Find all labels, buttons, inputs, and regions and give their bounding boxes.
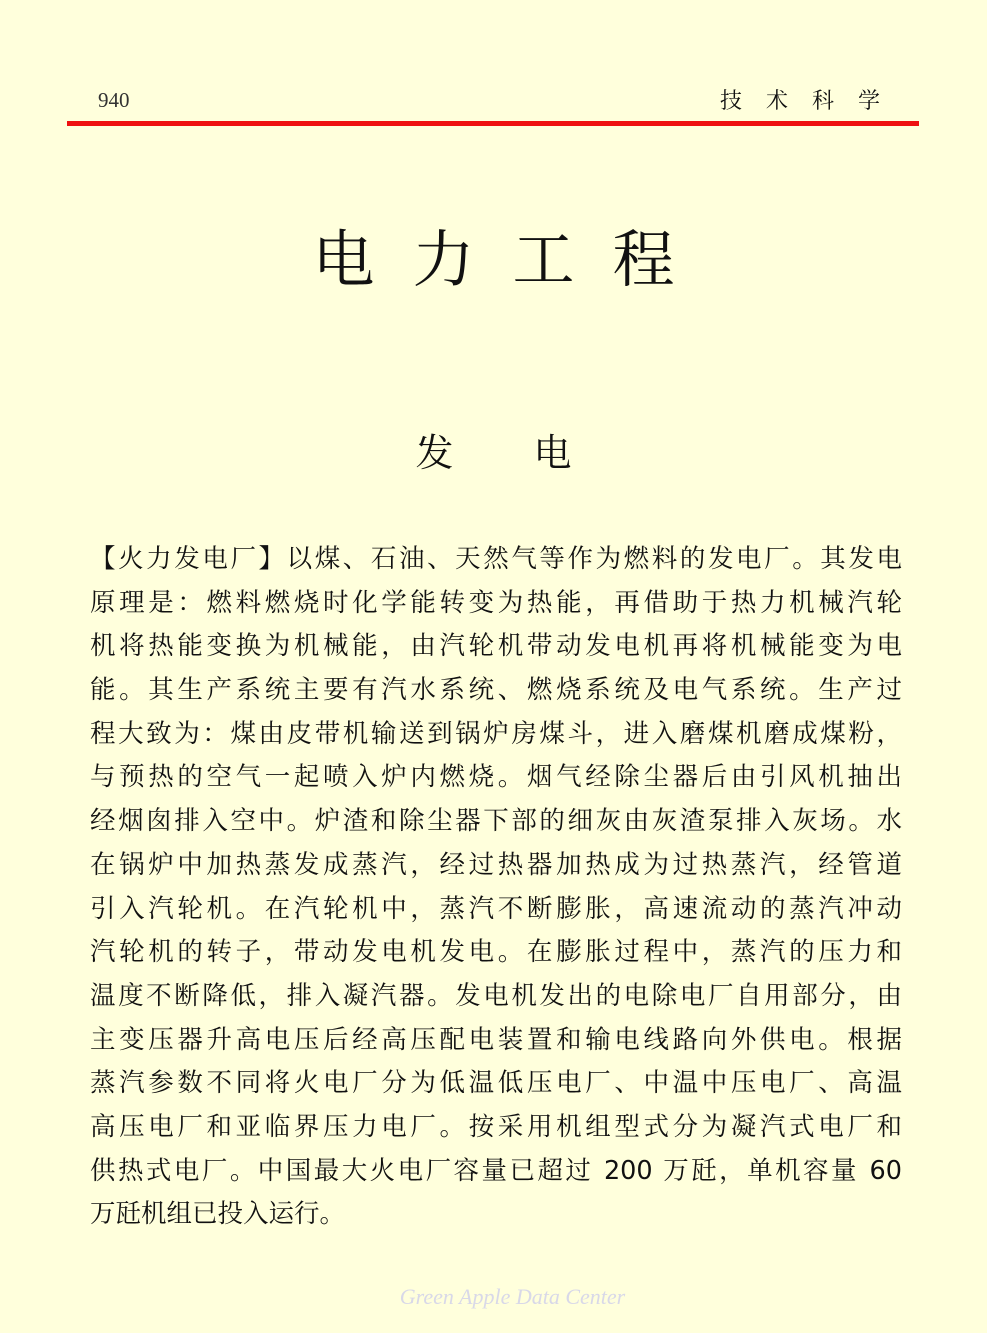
body-line: 高压电厂和亚临界压力电厂。按采用机组型式分为凝汽式电厂和 (90, 1111, 902, 1142)
section-heading: 发电 (415, 431, 652, 475)
body-line: 引入汽轮机。在汽轮机中，蒸汽不断膨胀，高速流动的蒸汽冲动 (90, 893, 902, 924)
body-text (90, 538, 902, 1237)
body-line: 程大致为：煤由皮带机输送到锅炉房煤斗，进入磨煤机磨成煤粉， (90, 718, 902, 749)
page-title: 电力工程 (312, 223, 713, 296)
body-line: 能。其生产系统主要有汽水系统、燃烧系统及电气系统。生产过 (90, 675, 902, 706)
body-line: 在锅炉中加热蒸发成蒸汽，经过热器加热成为过热蒸汽，经管道 (90, 849, 902, 880)
body-line: 与预热的空气一起喷入炉内燃烧。烟气经除尘器后由引风机抽出 (90, 762, 902, 793)
body-line: 蒸汽参数不同将火电厂分为低温低压电厂、中温中压电厂、高温 (90, 1068, 902, 1099)
section-title: 技术科学 (720, 89, 905, 114)
body-line: 机将热能变换为机械能，由汽轮机带动发电机再将机械能变为电 (90, 631, 902, 662)
body-line: 汽轮机的转子，带动发电机发电。在膨胀过程中，蒸汽的压力和 (90, 937, 902, 968)
body-line: 温度不断降低，排入凝汽器。发电机发出的电除电厂自用部分，由 (90, 980, 902, 1011)
body-line: 【火力发电厂】以煤、石油、天然气等作为燃料的发电厂。其发电 (90, 544, 902, 574)
header-divider (67, 121, 919, 126)
body-line: 原理是：燃料燃烧时化学能转变为热能，再借助于热力机械汽轮 (90, 587, 902, 618)
body-line: 经烟囱排入空中。炉渣和除尘器下部的细灰由灰渣泵排入灰场。水 (90, 806, 902, 837)
page-number: 940 (98, 88, 130, 112)
body-line: 供热式电厂。中国最大火电厂容量已超过 200 万瓩，单机容量 60 (90, 1155, 902, 1186)
watermark: Green Apple Data Center (399, 1284, 626, 1309)
body-line: 万瓩机组已投入运行。 (90, 1199, 346, 1230)
body-line: 主变压器升高电压后经高压配电装置和输电线路向外供电。根据 (90, 1024, 902, 1055)
